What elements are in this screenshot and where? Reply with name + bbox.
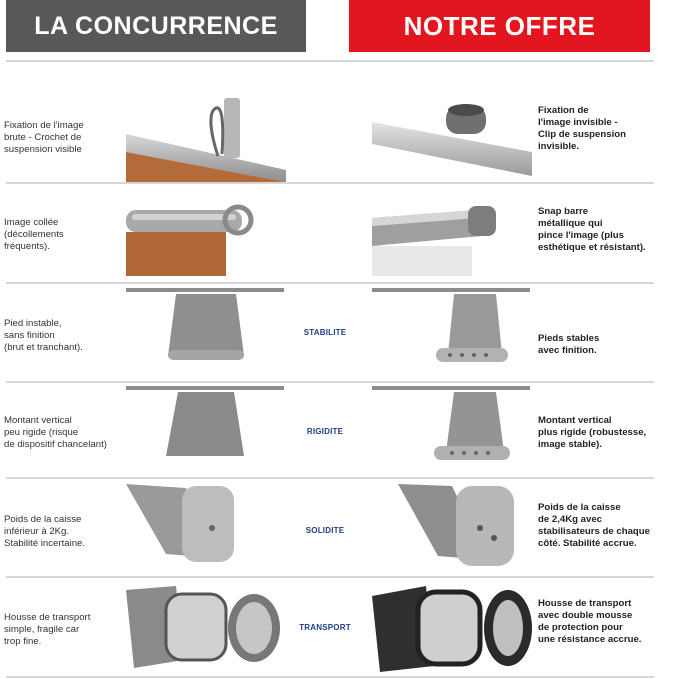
text-line: image stable).	[538, 439, 602, 450]
competitor-hook-image	[126, 92, 286, 182]
row-separator	[6, 60, 654, 62]
text-line: Montant vertical	[538, 415, 612, 426]
criterion-transport: TRANSPORT	[299, 623, 351, 632]
row-separator	[6, 576, 654, 578]
row-2-offer-text	[538, 206, 700, 254]
row-5-competitor-text	[4, 514, 122, 550]
text-line: avec double mousse	[538, 610, 633, 621]
criterion-stabilite: STABILITE	[303, 328, 347, 337]
row-2-competitor-text	[4, 217, 122, 253]
text-line: (décollements	[4, 229, 64, 240]
competitor-upright-image	[126, 384, 286, 466]
offer-case-image	[398, 480, 538, 574]
competitor-glued-image	[126, 196, 256, 276]
row-separator	[6, 477, 654, 479]
text-line: Pied instable,	[4, 318, 62, 329]
text-line: de protection pour	[538, 622, 623, 633]
text-line: inférieur à 2Kg.	[4, 526, 70, 537]
text-line: esthétique et résistant).	[538, 242, 646, 253]
text-line: Poids de la caisse	[538, 502, 621, 513]
header-offer-title: NOTRE OFFRE	[403, 10, 596, 41]
text-line: Montant vertical	[4, 415, 72, 426]
row-6-offer-text	[538, 598, 700, 646]
row-1-offer-text	[538, 105, 700, 153]
row-separator	[6, 282, 654, 284]
text-line: avec finition.	[538, 345, 597, 356]
row-separator	[6, 182, 654, 184]
text-line: Stabilité incertaine.	[4, 538, 86, 549]
text-line: de dispositif chancelant)	[4, 439, 107, 450]
text-line: une résistance accrue.	[538, 634, 642, 645]
text-line: pince l'image (plus	[538, 230, 624, 241]
row-1-competitor-text	[4, 120, 122, 156]
text-line: (brut et tranchant).	[4, 342, 83, 353]
text-line: métallique qui	[538, 218, 603, 229]
row-4-offer-text	[538, 415, 700, 451]
offer-upright-image	[372, 384, 532, 466]
offer-snap-image	[372, 196, 502, 276]
header-our-offer	[349, 0, 650, 52]
text-line: de 2,4Kg avec	[538, 514, 602, 525]
text-line: Clip de suspension	[538, 129, 626, 140]
row-5-offer-text	[538, 502, 700, 550]
row-3-competitor-text	[4, 318, 122, 354]
text-line: sans finition	[4, 330, 55, 341]
text-line: suspension visible	[4, 144, 82, 155]
text-line: invisible.	[538, 141, 580, 152]
text-line: simple, fragile car	[4, 624, 80, 635]
text-line: peu rigide (risque	[4, 427, 79, 438]
text-line: plus rigide (robustesse,	[538, 427, 647, 438]
text-line: fréquents).	[4, 241, 50, 252]
competitor-case-image	[126, 480, 286, 574]
offer-foot-image	[372, 286, 532, 368]
offer-bag-image	[372, 580, 532, 674]
header-competition	[6, 0, 306, 52]
text-line: trop fine.	[4, 636, 42, 647]
text-line: l'image invisible -	[538, 117, 618, 128]
text-line: Image collée	[4, 217, 59, 228]
text-line: Fixation de l'image	[4, 120, 84, 131]
text-line: Snap barre	[538, 206, 589, 217]
header-competition-title: LA CONCURRENCE	[34, 11, 278, 40]
text-line: brute - Crochet de	[4, 132, 82, 143]
competitor-foot-image	[126, 286, 286, 368]
text-line: Poids de la caisse	[4, 514, 82, 525]
row-4-competitor-text	[4, 415, 122, 451]
text-line: côté. Stabilité accrue.	[538, 538, 637, 549]
text-line: Fixation de	[538, 105, 589, 116]
row-6-competitor-text	[4, 612, 122, 648]
row-separator	[6, 676, 654, 678]
criterion-rigidite: RIGIDITE	[306, 427, 344, 436]
criterion-solidite: SOLIDITE	[305, 526, 345, 535]
row-3-offer-text	[538, 333, 700, 357]
text-line: Housse de transport	[538, 598, 632, 609]
text-line: stabilisateurs de chaque	[538, 526, 650, 537]
text-line: Pieds stables	[538, 333, 600, 344]
competitor-bag-image	[126, 580, 286, 674]
offer-clip-image	[372, 100, 532, 182]
text-line: Housse de transport	[4, 612, 91, 623]
row-separator	[6, 381, 654, 383]
